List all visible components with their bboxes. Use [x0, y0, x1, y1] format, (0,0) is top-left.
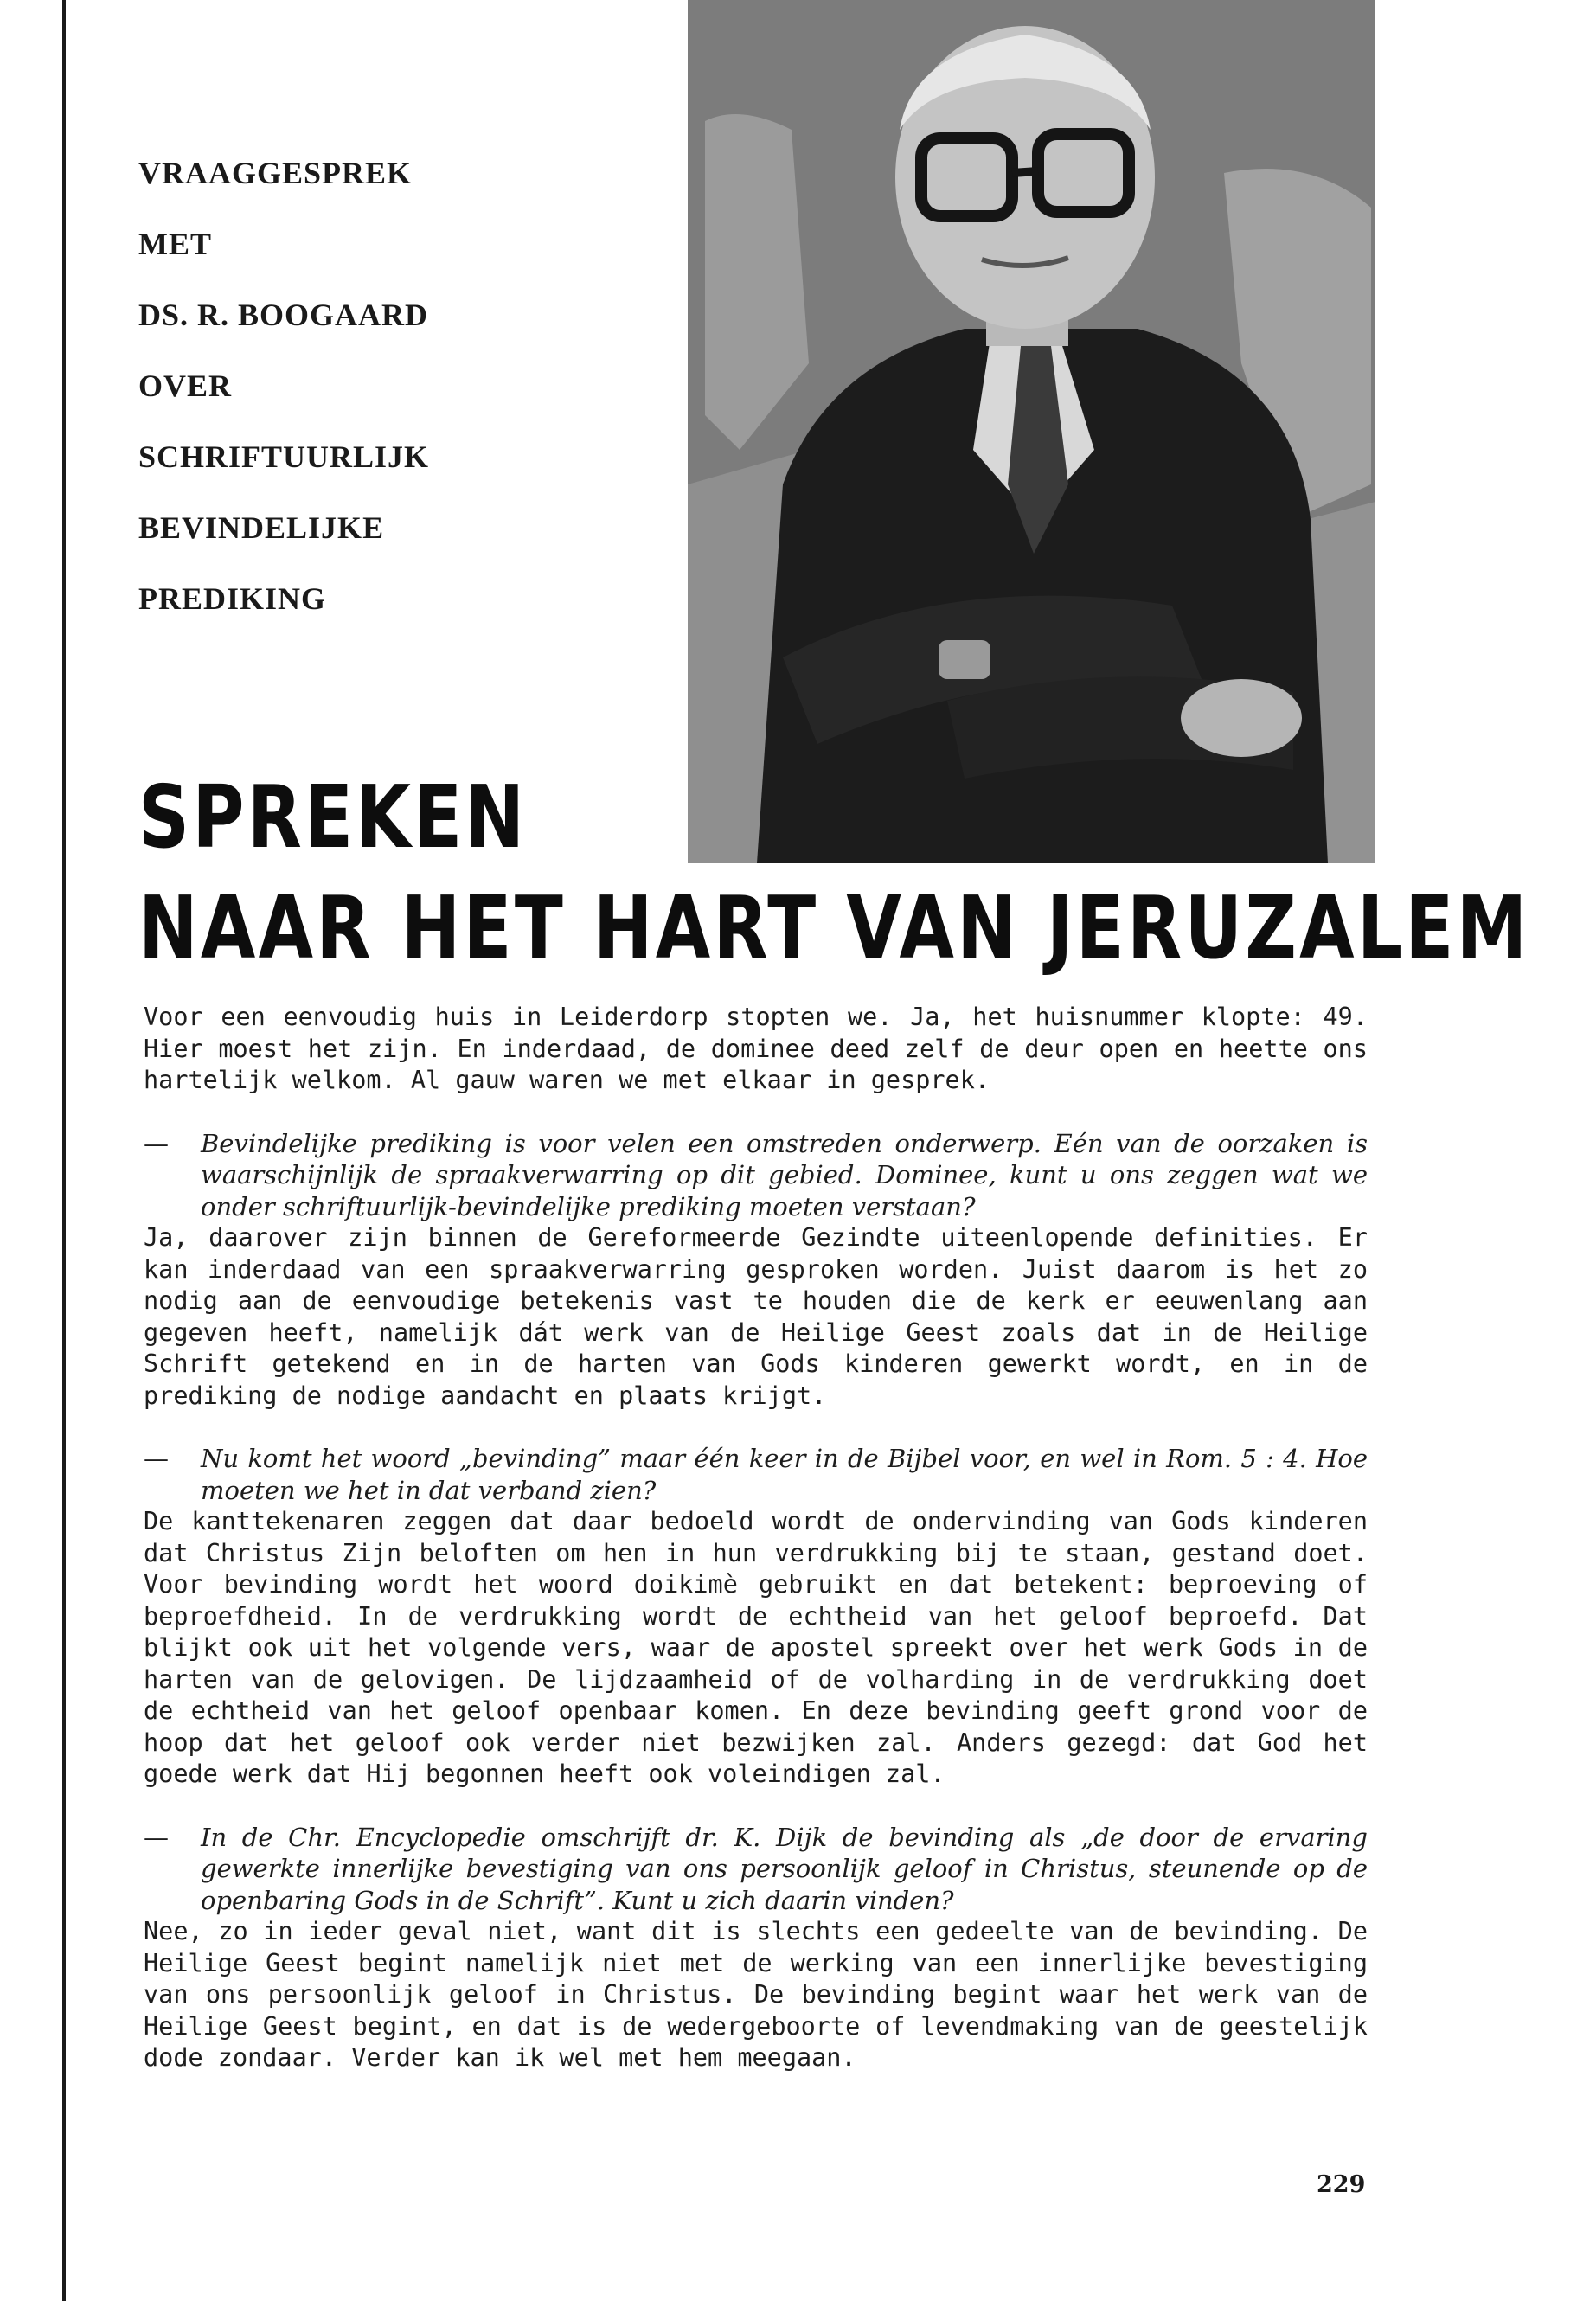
header-line: OVER	[138, 369, 233, 403]
scan-edge	[62, 0, 66, 2301]
page-number: 229	[1317, 2171, 1366, 2198]
header-line: PREDIKING	[138, 581, 327, 616]
headline-line-2: NAAR HET HART VAN JERUZALEM	[138, 877, 1530, 978]
question-1: — Bevindelijke prediking is voor velen een omstreden onderwerp. Eén van de oorzaken is waarschijnlijk de spraakverwarring op dit gebied. Dominee, kunt u ons zeggen wat we onder schriftuurlijk-bevindelijke prediking moeten verstaan?	[144, 1128, 1368, 1221]
article-body	[144, 1002, 1368, 2074]
question-3: — In de Chr. Encyclopedie omschrijft dr. K. Dijk de bevinding als „de door de ervaring gewerkte innerlijke bevestiging van ons persoonlijk geloof in Christus, steunende op de openbaring Gods in de Schrift”. Kunt u zich daarin vinden?	[144, 1822, 1368, 1915]
answer-1: Ja, daarover zijn binnen de Gereformeerde Gezindte uiteenlopende definities. Er kan inderdaad van een spraakverwarring gesproken worden. Juist daarom is het zo nodig aan de eenvoudige betekenis vast te houden die de kerk er eeuwenlang aan gegeven heeft, namelijk dát werk van de Heilige Geest zoals dat in de Heilige Schrift getekend en in de harten van Gods kinderen gewerkt wordt, en in de prediking de nodige aandacht en plaats krijgt.	[144, 1223, 1368, 1410]
header-line: DS. R. BOOGAARD	[138, 298, 429, 332]
interview-header	[138, 156, 429, 652]
headline-line-1: SPREKEN	[138, 766, 528, 868]
portrait-photo	[688, 0, 1375, 863]
header-line: MET	[138, 227, 213, 261]
header-line: BEVINDELIJKE	[138, 510, 385, 545]
answer-2: De kanttekenaren zeggen dat daar bedoeld wordt de ondervinding van Gods kinderen dat Christus Zijn beloften om hen in hun verdrukking bij te staan, gestand doet. Voor bevinding wordt het woord doikimè gebruikt en dat betekent: beproeving of beproefdheid. In de verdrukking wordt de echtheid van het geloof beproefd. Dat blijkt ook uit het volgende vers, waar de apostel spreekt over het werk Gods in de harten van de gelovigen. De lijdzaamheid of de volharding in de verdrukking doet de echtheid van het geloof openbaar komen. En deze bevinding geeft grond voor de hoop dat het geloof ook verder niet bezwijken zal. Anders gezegd: dat God het goede werk dat Hij begonnen heeft ook voleindigen zal.	[144, 1507, 1368, 1788]
header-line: SCHRIFTUURLIJK	[138, 439, 430, 474]
question-2: — Nu komt het woord „bevinding” maar één keer in de Bijbel voor, en wel in Rom. 5 : 4. Hoe moeten we het in dat verband zien?	[144, 1444, 1368, 1505]
header-line: VRAAGGESPREK	[138, 156, 413, 190]
answer-3: Nee, zo in ieder geval niet, want dit is slechts een gedeelte van de bevinding. De Heilige Geest begint namelijk niet met de werking van een innerlijke bevestiging van ons persoonlijk geloof in Christus. De bevinding begint waar het werk van de Heilige Geest begint, en dat is de wedergeboorte of levendmaking van de geestelijk dode zondaar. Verder kan ik wel met hem meegaan.	[144, 1917, 1368, 2072]
portrait-illustration	[688, 0, 1375, 863]
intro-paragraph: Voor een eenvoudig huis in Leiderdorp stopten we. Ja, het huisnummer klopte: 49. Hier moest het zijn. En inderdaad, de dominee deed zelf de deur open en heette ons hartelijk welkom. Al gauw waren we met elkaar in gesprek.	[144, 1003, 1368, 1094]
